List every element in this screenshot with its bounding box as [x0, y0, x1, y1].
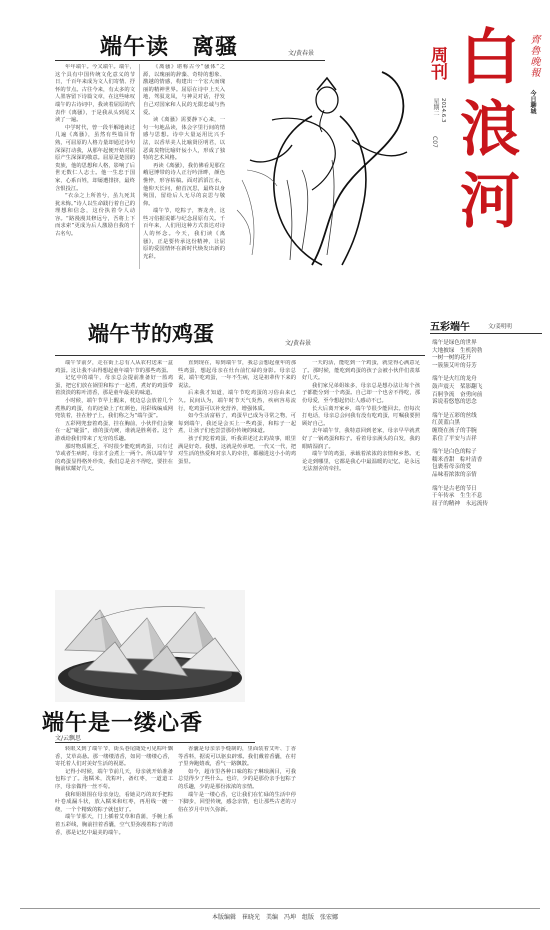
poem-line: 系住了平安与吉祥 [432, 435, 477, 442]
page-number: C07 [431, 136, 438, 148]
poem-line: 鼓声震天 桨影翻飞 [432, 383, 483, 390]
article1-byline: 文/黄春景 [288, 50, 315, 57]
poem-line: 包裹着母亲的爱 [432, 464, 472, 471]
article3-title: 端午是一缕心香 [42, 710, 204, 736]
article3-paragraph: 端午是一缕心香，它让我们在忙碌的生活中停下脚步，回望传统，感念亲情，也让那些古老的习俗在岁月中历久弥新。 [178, 791, 296, 813]
article1-column-2 [143, 64, 225, 269]
poem-body [432, 340, 542, 514]
article3-paragraph: 记得小时候，端午节前几天，母亲就开始准备包粽子了。泡糯米，洗粽叶，备红枣，一道道工序，母亲做得一丝不苟。 [55, 768, 173, 790]
article1-title: 端午读 离骚 [100, 34, 239, 60]
article1-paragraph: 《离骚》堪称古今“骚体”之源，以瑰丽的辞藻、奇特的想象、激越的情感，构建出一个宏大而瑰丽的精神世界。屈原在诗中上天入地，驾驭龙凤，与神灵对话，抒发自己对国家和人民的无限忠诚与热爱。 [143, 64, 225, 116]
article2-paragraph: 那时物质匮乏，平时很少能吃到鸡蛋，只有过节或者生病时，母亲才会煮上一两个。所以端午节的鸡蛋显得格外珍贵，我们总是舍不得吃，要挂在胸前炫耀好几天。 [55, 443, 173, 473]
poem-line: 大地披绿 生机勃勃 [432, 347, 483, 354]
article3-paragraph: 端午节那天，门上插着艾草和菖蒲，手腕上系着五彩线，胸前挂着香囊，空气里弥漫着粽子的清香，那是记忆中最美的端午。 [55, 814, 173, 836]
poem-line: 百舸争流 奋勇向前 [432, 391, 483, 398]
poem-line: 端午是绿色的世界 [432, 340, 477, 346]
poem-byline: 文/姜明明 [488, 324, 512, 330]
article1-paragraph: 年年端午。今又端午。端午，这个具有中国传统文化意义的节日，千百年来成为文人们寄情、抒怀的节点。古往今来，有太多的文人墨客留下诗篇文章，在这些咏叹端午的古诗词中，我读着屈原的代表作《离骚》，于是我从头到尾又读了一遍。 [55, 64, 135, 124]
article3-column-2 [178, 746, 296, 901]
poem-title: 五彩端午 [430, 322, 470, 333]
article3-column-1 [55, 746, 173, 901]
date-line: 星期二 [432, 98, 439, 116]
qu-yuan-figure-icon [232, 60, 422, 270]
article2-paragraph: 长大后离开家乡，端午节很少能回去。但每次打电话，母亲总会问我有没有吃鸡蛋，叮嘱我要照顾好自己。 [302, 405, 420, 427]
article1-paragraph: 中学时代，曾一段半解地读过几遍《离骚》，虽然有些篇目背熟，可屈原的人格力量却通过诗句深深打动我，从那年起便开始对屈原产生深深的敬意。屈原是楚国的贵族，他的思想和人格，影响了后世无数仁人志士。他一生忠于国家，心系百姓，却屡遭排挤，最终含恨投江。 [55, 124, 135, 192]
article3-paragraph: 香囊是母亲亲手缝制的，里面装着艾叶、丁香等香料，据说可以驱虫辟邪。我们戴着香囊，在村子里奔跑嬉戏，香气一路飘散。 [178, 746, 296, 768]
poem-line: 一簇簇艾叶的芬芳 [432, 362, 477, 369]
poem-stanza [432, 340, 542, 370]
qu-yuan-illustration [232, 60, 422, 270]
article2-column-3 [302, 360, 420, 588]
article2-paragraph: 去年端午节，我特意回到老家，母亲早早就煮好了一锅鸡蛋和粽子。看着母亲满头的白发，我的眼睛湿润了。 [302, 428, 420, 450]
zongzi-photo [55, 590, 245, 702]
masthead [427, 23, 543, 303]
article2-paragraph: 端午节前夕，走在街上总有人从农村送来一盒鸡蛋。这让我不由得想起童年端午节的那些鸡蛋。 [55, 360, 173, 374]
date-vertical: 2014.6.3 [440, 98, 446, 123]
article3-byline: 文/云飘思 [55, 735, 82, 742]
article1-paragraph: 再读《离骚》，我仿佛看见那位峨冠博带的诗人正行吟泽畔，颜色憔悴，形容枯槁。面对滔滔江水，他仰天长问，俯首沉思，最终以身殉国，留给后人无尽的哀思与敬仰。 [143, 162, 225, 207]
article2-column-2 [178, 360, 296, 588]
section-label: 周刊 [427, 46, 447, 80]
poem-line: 糯米香甜 粽叶清香 [432, 456, 483, 463]
poem-title-rule [430, 333, 542, 334]
footer-credits: 本版编辑 崔晓光 美编 冯坤 组版 张宏娜 [211, 914, 338, 921]
article1-paragraph: “衣余之上所善兮，虽九死其犹未悔。”诗人以生命践行着自己的理想和信念，这份执着令人动容。“路漫漫其修远兮，吾将上下而求索”更成为后人激励自我的千古名句。 [55, 193, 135, 238]
poem-line: 缠绕在孩子的手腕 [432, 427, 477, 434]
article2-title-rule [55, 355, 425, 356]
article2-paragraph: 我们家兄弟姐妹多，母亲总是想办法让每个孩子都能分到一个鸡蛋。自己却一个也舍不得吃，那份母爱，至今想起仍让人感动不已。 [302, 382, 420, 404]
brand-char-1: 白 [460, 23, 520, 93]
article2-paragraph: 孩子们吃着鸡蛋，听我讲述过去的故事，眼里满是好奇。我想，这就是传承吧，一代又一代，把对生活的热爱和对亲人的牵挂，都融进这小小的鸡蛋里。 [178, 435, 296, 465]
poem-line: 端午是火红的龙舟 [432, 376, 477, 383]
article3-paragraph: 转眼又到了端午节，街头巷尾随处可见粽叶飘香，艾草高悬。那一缕缕清香，如同一缕缕心香，寄托着人们对美好生活的祝愿。 [55, 746, 173, 768]
poem-line: 诉说着悠悠的思念 [432, 399, 477, 406]
article2-byline: 文/黄春景 [285, 340, 312, 347]
brand-char-3: 河 [460, 167, 520, 237]
article2-paragraph: 小时候，端午节早上醒来，枕边总会放着几个煮熟的鸡蛋，有的还染上了红颜色，用彩线编成网兜装着，挂在脖子上，我们称之为“端午蛋”。 [55, 397, 173, 420]
poem-stanza [432, 486, 542, 509]
poem-line: 屈子的精神 永远流传 [432, 500, 488, 507]
article1-column-divider [139, 64, 140, 269]
footer-rule [20, 908, 540, 909]
article2-paragraph: 记忆中的端午，母亲总会提前准备好一篮鸡蛋，把它们放在锅里和粽子一起煮，煮好的鸡蛋带着淡淡的粽叶清香，那是童年最美的味道。 [55, 375, 173, 397]
article3-paragraph: 如今，超市里各种口味的粽子琳琅满目，可我总觉得少了些什么。也许，少的是那份亲手包粽子的乐趣，少的是那份浓浓的亲情。 [178, 768, 296, 790]
article2-paragraph: 端午节的鸡蛋，承载着浓浓的亲情和乡愁。无论走到哪里，它都是我心中最温暖的记忆，是永远无法割舍的牵挂。 [302, 451, 420, 473]
poem-line: 端午是白色的粽子 [432, 449, 477, 456]
article1-paragraph: 读《离骚》需要静下心来，一句一句地品读，体会字里行间的情感与思想。诗中大量运用比兴手法，以香草美人比喻贤臣明君，以恶禽臭物比喻奸佞小人，形成了独特的艺术风格。 [143, 117, 225, 162]
article2-paragraph: 直到现在，每到端午节，我总会想起童年的那些鸡蛋，想起母亲在灶台前忙碌的身影。母亲总说，端午吃鸡蛋，一年不生病，这是祖辈传下来的说法。 [178, 360, 296, 389]
zongzi-image-icon [55, 590, 245, 702]
article1-paragraph: 端午节，吃粽子，赛龙舟，这些习俗据说都与纪念屈原有关。千百年来，人们用这种方式表达对诗人的怀念。今天，我们读《离骚》，正是要传承这份精神，让屈原的爱国情怀在新时代焕发出新的光彩。 [143, 208, 225, 260]
paper-tag: 今日聊城 [529, 90, 536, 114]
poem-line: 端午是五彩的丝线 [432, 412, 477, 419]
article2-column-1 [55, 360, 173, 588]
paper-name: 齊魯晚報 [528, 34, 539, 78]
poem-line: 千年传承 生生不息 [432, 493, 483, 500]
poem-stanza [432, 376, 542, 406]
poem-line: 一树一树的花开 [432, 355, 472, 362]
article1-column-1 [55, 64, 135, 269]
article2-paragraph: 后来我才知道，端午节吃鸡蛋的习俗由来已久。民间认为，端午时节天气炎热，疾病容易流行，吃鸡蛋可以补充营养，增强体质。 [178, 390, 296, 412]
article3-title-rule [55, 742, 255, 743]
brand-char-2: 浪 [460, 95, 520, 165]
poem-stanza [432, 449, 542, 479]
article2-paragraph: 如今生活富裕了，鸡蛋早已成为寻常之物，可每到端午，我还是会买上一些鸡蛋，和粽子一起煮，让孩子们也尝尝那份传统的味道。 [178, 413, 296, 435]
article2-title: 端午节的鸡蛋 [88, 321, 214, 346]
poem-line: 端午是古老的节日 [432, 485, 477, 492]
article2-paragraph: 五彩网兜套着鸡蛋，挂在胸前，小伙伴们会聚在一起“碰蛋”，谁的蛋壳硬，谁就是胜利者。这个游戏给我们带来了无穷的乐趣。 [55, 420, 173, 442]
poem-stanza [432, 413, 542, 443]
article3-paragraph: 我和姐姐围在母亲身边，看她灵巧的双手把粽叶卷成漏斗状，放入糯米和红枣，再用线一缠一绕，一个个精致的粽子就包好了。 [55, 791, 173, 813]
poem-line: 红黄蓝白黑 [432, 420, 460, 427]
poem-line: 品味着浓浓的亲情 [432, 471, 477, 478]
article2-paragraph: 一天的活，能吃到一个鸡蛋，就觉得心满意足了。那时候，能吃到鸡蛋的孩子会被小伙伴们羡慕好几天。 [302, 360, 420, 382]
